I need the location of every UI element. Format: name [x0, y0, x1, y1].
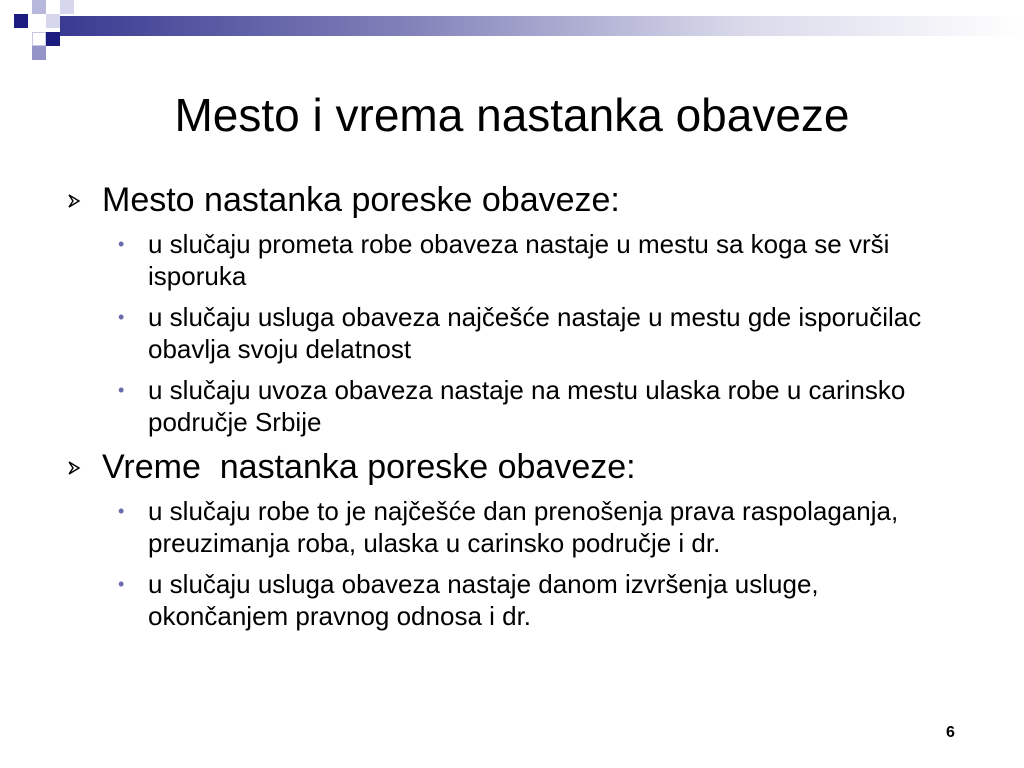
list-item — [118, 301, 964, 365]
arrow-bullet-icon — [66, 194, 82, 208]
section-heading-text: Vreme nastanka poreske obaveze: — [102, 448, 636, 486]
section-heading-time — [64, 447, 964, 487]
slide-title: Mesto i vrema nastanka obaveze — [174, 89, 850, 141]
list-item-text: u slučaju prometa robe obaveza nastaje u mestu sa koga se vrši isporuka — [148, 229, 890, 291]
bullet-dot-icon: • — [118, 380, 125, 400]
list-item-text: u slučaju usluga obaveza najčešće nastaje u mestu gde isporučilac obavlja svoju delatnost — [148, 302, 922, 364]
bullet-dot-icon: • — [118, 574, 125, 594]
section-heading-text: Mesto nastanka poreske obaveze: — [102, 181, 620, 219]
slide-content — [64, 180, 964, 641]
arrow-bullet-icon — [66, 461, 82, 475]
list-item-text: u slučaju robe to je najčešće dan prenošenja prava raspolaganja, preuzimanja roba, ulaska u carinsko područje i dr. — [148, 496, 899, 558]
bullet-dot-icon: • — [118, 307, 125, 327]
list-item-text: u slučaju uvoza obaveza nastaje na mestu ulaska robe u carinsko područje Srbije — [148, 375, 906, 437]
section-heading-place — [64, 180, 964, 220]
page-number: 6 — [946, 724, 955, 741]
list-item-text: u slučaju usluga obaveza nastaje danom izvršenja usluge, okončanjem pravnog odnosa i dr. — [148, 569, 819, 631]
bullet-dot-icon: • — [118, 234, 125, 254]
list-item — [118, 228, 964, 292]
header-gradient-bar — [60, 16, 1024, 36]
list-item — [118, 495, 964, 559]
bullet-dot-icon: • — [118, 501, 125, 521]
list-item — [118, 374, 964, 438]
list-item — [118, 568, 964, 632]
